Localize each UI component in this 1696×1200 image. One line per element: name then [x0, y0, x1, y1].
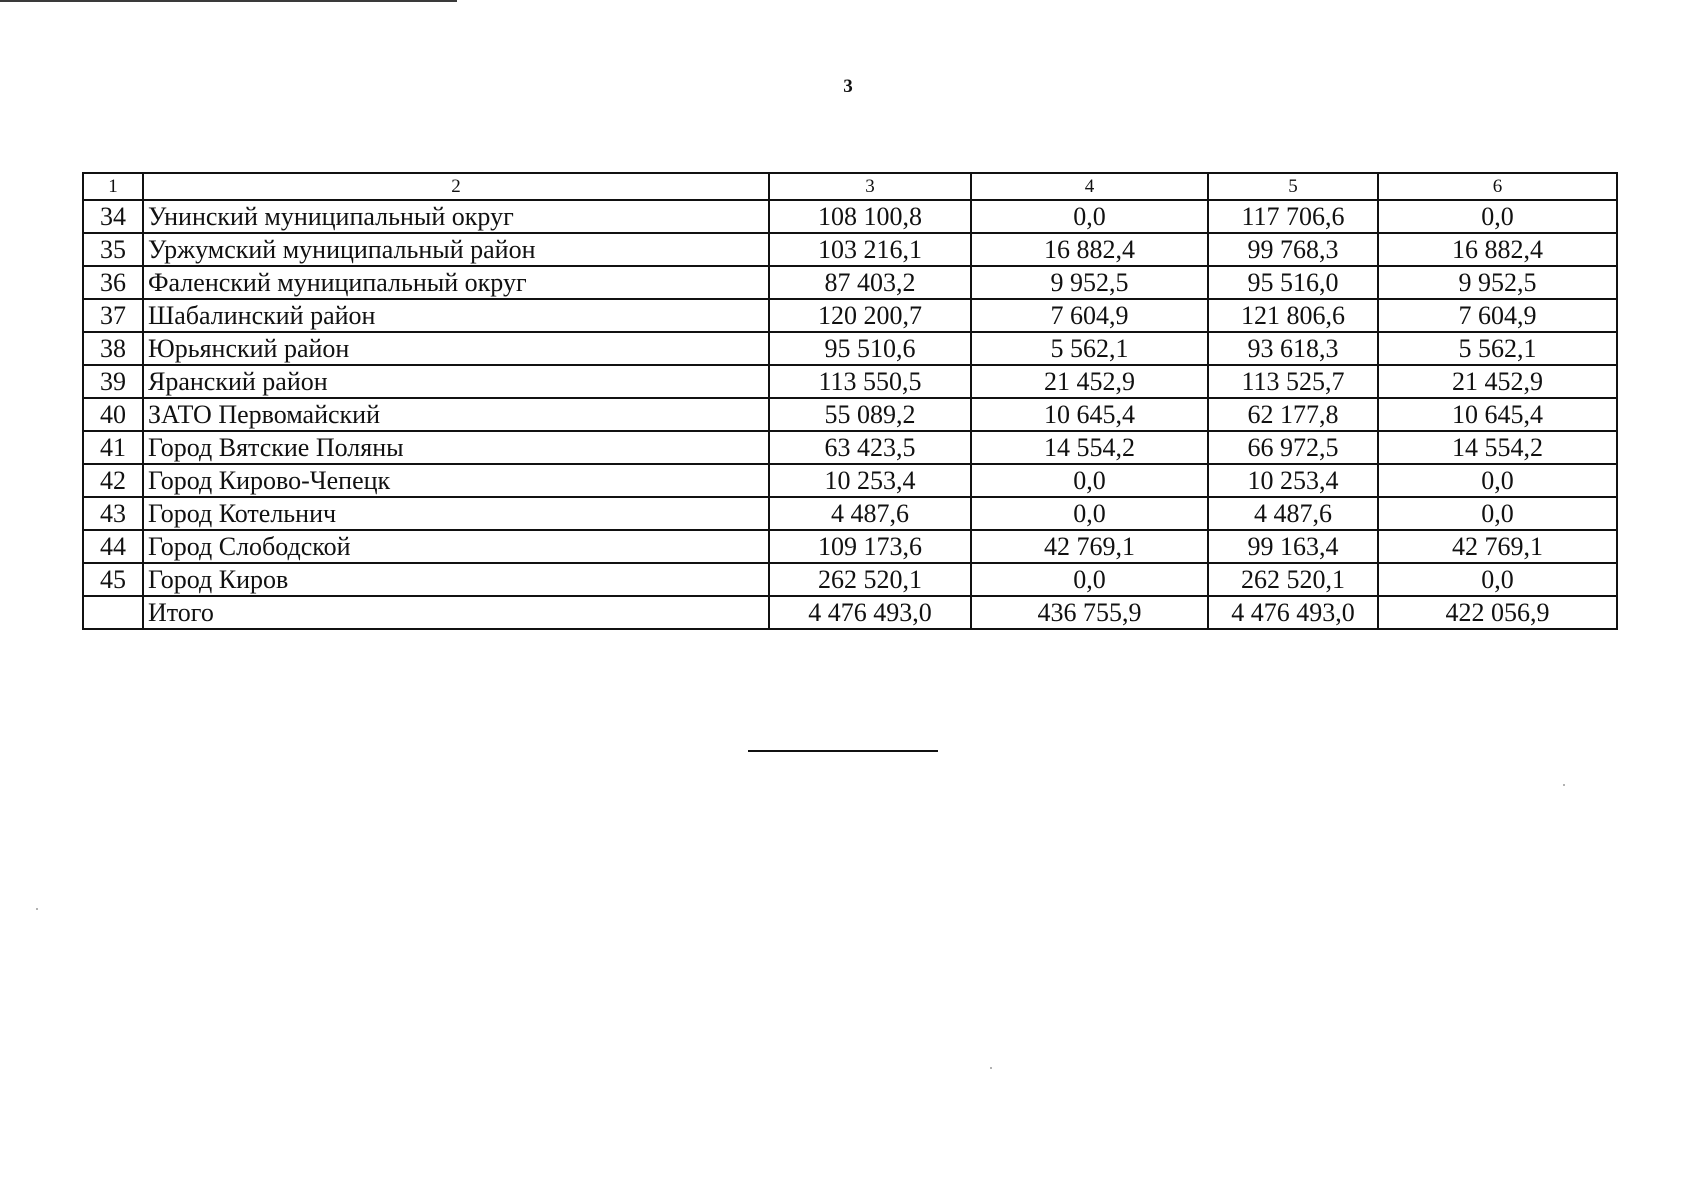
column-3-value-cell: 10 253,4 [769, 464, 971, 497]
row-number-cell: 42 [83, 464, 143, 497]
column-3-value-cell: 4 476 493,0 [769, 596, 971, 629]
municipality-name-cell: Фаленский муниципальный округ [143, 266, 769, 299]
column-6-value-cell: 0,0 [1378, 497, 1617, 530]
page-number: 3 [843, 76, 853, 97]
row-number-cell: 34 [83, 200, 143, 233]
column-6-value-cell: 10 645,4 [1378, 398, 1617, 431]
column-3-value-cell: 87 403,2 [769, 266, 971, 299]
table-header-row [83, 173, 1617, 200]
column-header-4: 4 [971, 173, 1208, 200]
row-number-cell: 37 [83, 299, 143, 332]
municipality-name-cell: Город Кирово-Чепецк [143, 464, 769, 497]
end-rule [748, 750, 938, 752]
row-number-cell: 40 [83, 398, 143, 431]
column-4-value-cell: 0,0 [971, 464, 1208, 497]
table-row [83, 431, 1617, 464]
column-4-value-cell: 7 604,9 [971, 299, 1208, 332]
top-rule [0, 0, 457, 2]
row-number-cell: 45 [83, 563, 143, 596]
column-6-value-cell: 0,0 [1378, 200, 1617, 233]
table-row [83, 332, 1617, 365]
municipality-name-cell: Яранский район [143, 365, 769, 398]
row-number-cell: 36 [83, 266, 143, 299]
table-row [83, 530, 1617, 563]
column-5-value-cell: 62 177,8 [1208, 398, 1378, 431]
column-3-value-cell: 113 550,5 [769, 365, 971, 398]
column-3-value-cell: 95 510,6 [769, 332, 971, 365]
column-6-value-cell: 7 604,9 [1378, 299, 1617, 332]
column-5-value-cell: 262 520,1 [1208, 563, 1378, 596]
column-header-1: 1 [83, 173, 143, 200]
column-header-5: 5 [1208, 173, 1378, 200]
row-number-cell [83, 596, 143, 629]
row-number-cell: 38 [83, 332, 143, 365]
municipality-name-cell: Город Слободской [143, 530, 769, 563]
row-number-cell: 44 [83, 530, 143, 563]
column-5-value-cell: 10 253,4 [1208, 464, 1378, 497]
table-row [83, 200, 1617, 233]
column-3-value-cell: 262 520,1 [769, 563, 971, 596]
table-row [83, 233, 1617, 266]
column-header-3: 3 [769, 173, 971, 200]
column-6-value-cell: 42 769,1 [1378, 530, 1617, 563]
column-5-value-cell: 93 618,3 [1208, 332, 1378, 365]
column-4-value-cell: 42 769,1 [971, 530, 1208, 563]
table-row [83, 299, 1617, 332]
municipality-name-cell: Город Котельнич [143, 497, 769, 530]
column-5-value-cell: 66 972,5 [1208, 431, 1378, 464]
table-row [83, 398, 1617, 431]
scan-speck [1563, 784, 1565, 786]
table-row [83, 365, 1617, 398]
row-number-cell: 39 [83, 365, 143, 398]
scan-speck [990, 1067, 992, 1069]
column-6-value-cell: 5 562,1 [1378, 332, 1617, 365]
column-4-value-cell: 0,0 [971, 200, 1208, 233]
column-5-value-cell: 99 163,4 [1208, 530, 1378, 563]
column-3-value-cell: 55 089,2 [769, 398, 971, 431]
column-3-value-cell: 120 200,7 [769, 299, 971, 332]
column-6-value-cell: 422 056,9 [1378, 596, 1617, 629]
total-row [83, 596, 1617, 629]
column-3-value-cell: 108 100,8 [769, 200, 971, 233]
scan-speck [36, 908, 38, 910]
column-6-value-cell: 0,0 [1378, 464, 1617, 497]
column-3-value-cell: 4 487,6 [769, 497, 971, 530]
column-4-value-cell: 16 882,4 [971, 233, 1208, 266]
municipality-name-cell: ЗАТО Первомайский [143, 398, 769, 431]
column-5-value-cell: 4 487,6 [1208, 497, 1378, 530]
column-4-value-cell: 14 554,2 [971, 431, 1208, 464]
municipality-name-cell: Унинский муниципальный округ [143, 200, 769, 233]
column-5-value-cell: 4 476 493,0 [1208, 596, 1378, 629]
column-5-value-cell: 113 525,7 [1208, 365, 1378, 398]
column-6-value-cell: 21 452,9 [1378, 365, 1617, 398]
column-5-value-cell: 121 806,6 [1208, 299, 1378, 332]
column-6-value-cell: 16 882,4 [1378, 233, 1617, 266]
municipality-name-cell: Шабалинский район [143, 299, 769, 332]
row-number-cell: 43 [83, 497, 143, 530]
column-6-value-cell: 14 554,2 [1378, 431, 1617, 464]
column-4-value-cell: 21 452,9 [971, 365, 1208, 398]
municipality-name-cell: Уржумский муниципальный район [143, 233, 769, 266]
column-header-2: 2 [143, 173, 769, 200]
column-4-value-cell: 436 755,9 [971, 596, 1208, 629]
municipality-name-cell: Город Вятские Поляны [143, 431, 769, 464]
column-3-value-cell: 109 173,6 [769, 530, 971, 563]
column-5-value-cell: 95 516,0 [1208, 266, 1378, 299]
row-number-cell: 41 [83, 431, 143, 464]
table-row [83, 497, 1617, 530]
table-row [83, 563, 1617, 596]
column-5-value-cell: 99 768,3 [1208, 233, 1378, 266]
municipality-name-cell: Итого [143, 596, 769, 629]
municipality-name-cell: Город Киров [143, 563, 769, 596]
table-row [83, 266, 1617, 299]
column-3-value-cell: 63 423,5 [769, 431, 971, 464]
column-4-value-cell: 9 952,5 [971, 266, 1208, 299]
column-4-value-cell: 5 562,1 [971, 332, 1208, 365]
column-6-value-cell: 0,0 [1378, 563, 1617, 596]
row-number-cell: 35 [83, 233, 143, 266]
column-6-value-cell: 9 952,5 [1378, 266, 1617, 299]
column-4-value-cell: 0,0 [971, 497, 1208, 530]
column-header-6: 6 [1378, 173, 1617, 200]
municipality-name-cell: Юрьянский район [143, 332, 769, 365]
column-3-value-cell: 103 216,1 [769, 233, 971, 266]
column-4-value-cell: 0,0 [971, 563, 1208, 596]
budget-table [82, 172, 1618, 630]
table-row [83, 464, 1617, 497]
column-5-value-cell: 117 706,6 [1208, 200, 1378, 233]
column-4-value-cell: 10 645,4 [971, 398, 1208, 431]
